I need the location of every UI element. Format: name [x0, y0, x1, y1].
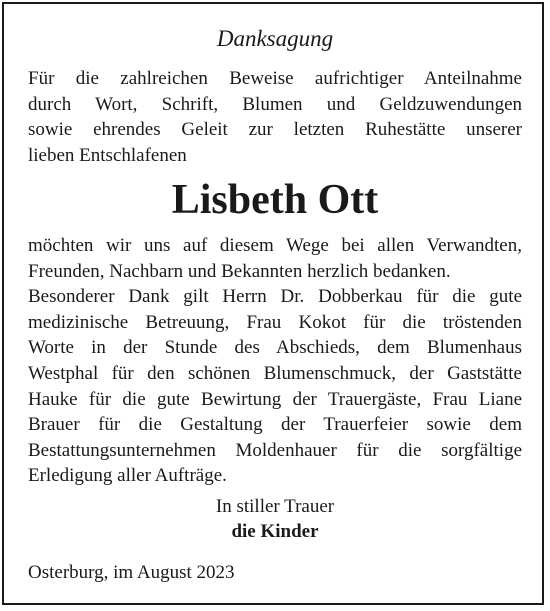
thanks-line: Bestattungsunternehmen Moldenhauer für die sorgfältige	[28, 439, 522, 461]
place-and-date: Osterburg, im August 2023	[28, 562, 235, 583]
thanks-line: möchten wir uns auf diesem Wege bei allen Verwandten,	[28, 235, 522, 256]
notice-heading: Danksagung	[216, 26, 334, 51]
thanks-line: Westphal für den schönen Blumenschmuck, der Gaststätte	[28, 362, 522, 384]
intro-line: Für die zahlreichen Beweise aufrichtiger Anteilnahme	[28, 68, 522, 89]
thanks-line: Besonderer Dank gilt Herrn Dr. Dobberkau für die gute	[28, 286, 522, 308]
signature-line-1: In stiller Trauer	[215, 496, 335, 517]
thanks-line: Worte in der Stunde des Abschieds, dem Blumenhaus	[28, 337, 522, 359]
intro-paragraph	[28, 66, 522, 168]
thanks-line: Erledigung aller Aufträge.	[28, 465, 227, 487]
deceased-name: Lisbeth Ott	[171, 177, 379, 223]
intro-line: sowie ehrendes Geleit zur letzten Ruhestätte unserer	[28, 119, 522, 141]
intro-line: durch Wort, Schrift, Blumen und Geldzuwendungen	[28, 93, 522, 115]
thanks-paragraph	[28, 233, 522, 489]
thanks-line: medizinische Betreuung, Frau Kokot für die tröstenden	[28, 311, 522, 333]
signature-line-2: die Kinder	[231, 521, 319, 542]
thanks-line: Freunden, Nachbarn und Bekannten herzlich bedanken.	[28, 260, 451, 282]
intro-line: lieben Entschlafenen	[28, 144, 187, 166]
thanks-line: Brauer für die Gestaltung der Trauerfeier sowie dem	[28, 414, 522, 436]
thanks-line: Hauke für die gute Bewirtung der Trauergäste, Frau Liane	[28, 388, 522, 410]
